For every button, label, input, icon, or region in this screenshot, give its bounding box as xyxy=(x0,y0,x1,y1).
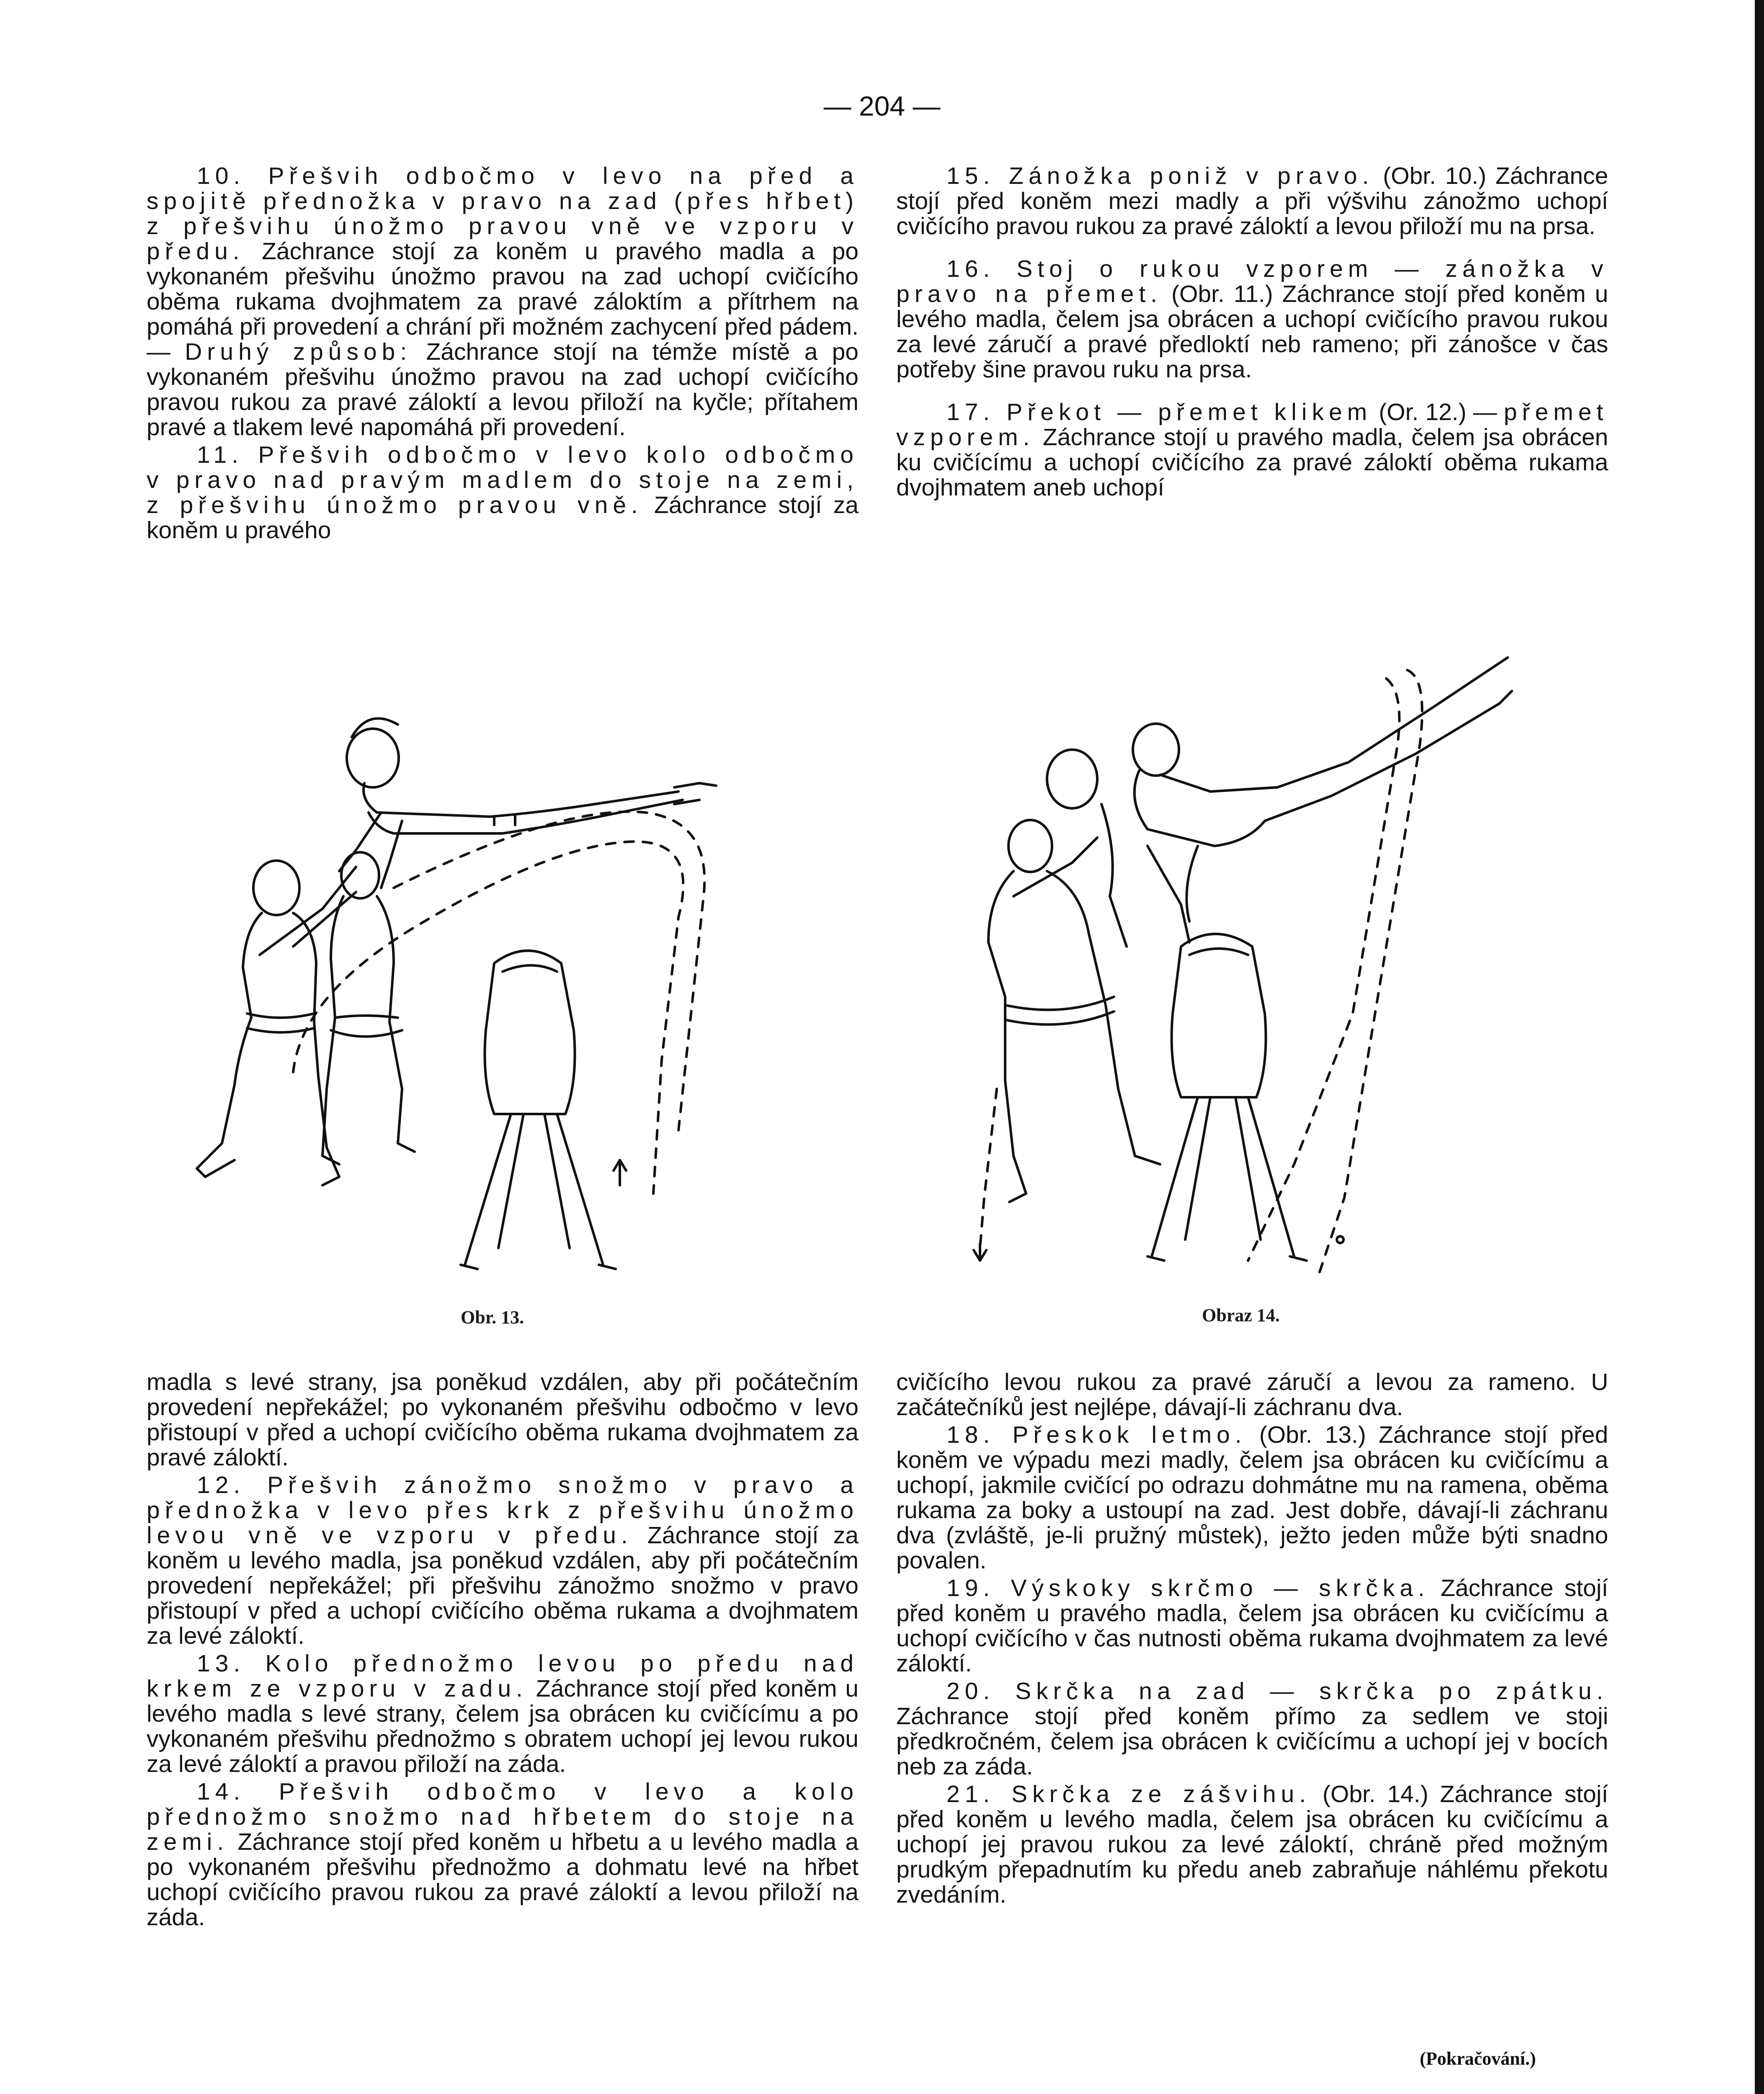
paragraph-16-lead: 16. Stoj o rukou vzporem — zánožka v pravo na přemet. xyxy=(896,255,1608,307)
paragraph-18-body: (Obr. 13.) Záchrance stojí před koněm ve výpadu mezi madly, čelem jsa obrácen ku cvičícímu a uchopí, jakmile cvičící po odrazu dohmátne mu na ramena, oběma rukama za boky a ustoupí na zad. Jest dobře, dávají-li záchranu dva (zvláště, je-li pružný můstek), ježto jeden může býti snadno povalen. xyxy=(896,1421,1608,1574)
paragraph-18 xyxy=(896,1422,1608,1573)
paragraph-10-body2: Záchrance stojí na témže místě a po vykonaném přešvihu únožmo pravou na zad uchopí cvičícího pravou rukou za pravé záloktí a levou přiloží na kyčle; přítahem pravé a tlakem levé napomáhá při provedení. xyxy=(147,338,859,441)
paragraph-10 xyxy=(147,163,859,440)
paragraph-13-body: Záchrance stojí před koněm u levého madla s levé strany, čelem jsa obrácen ku cvičícímu a po vykonaném přešvihu přednožmo s obratem uchopí jej levou rukou za levé záloktí a pravou přiloží na záda. xyxy=(147,1675,859,1777)
paragraph-17-body: Záchrance stojí u pravého madla, čelem jsa obrácen ku cvičícímu a uchopí cvičícího za pravé záloktí oběma rukama dvojhmatem aneb uchopí xyxy=(896,424,1608,501)
figure-14-illustration xyxy=(963,628,1571,1298)
paragraph-17-mid: (Or. 12.) — xyxy=(1372,399,1504,426)
figure-14-caption: Obraz 14. xyxy=(1202,1305,1280,1326)
paragraph-10-lead: 10. Přešvih odbočmo v levo na před a spojitě přednožka v pravo na zad (přes hřbet) z přešvihu únožmo pravou vně ve vzporu v předu. xyxy=(147,162,859,265)
paragraph-15-body: (Obr. 10.) Záchrance stojí před koněm mezi madly a při výšvihu zánožmo uchopí cvičícího pravou rukou za pravé záloktí a levou přiloží mu na prsa. xyxy=(896,162,1608,240)
paragraph-12-body: Záchrance stojí za koněm u levého madla, jsa poněkud vzdálen, aby při počátečním provedení nepřekážel; při přešvihu zánožmo snožmo v pravo přistoupí v před a uchopí cvičícího oběma rukama a dvojhmatem za levé záloktí. xyxy=(147,1522,859,1649)
bottom-left-column xyxy=(147,1369,859,1930)
paragraph-13 xyxy=(147,1651,859,1777)
paragraph-16-body: (Obr. 11.) Záchrance stojí před koněm u levého madla, čelem jsa obrácen a uchopí cvičícího pravou rukou za levé záručí a pravé předloktí neb rameno; při zánošce v čas potřeby šine pravou ruku na prsa. xyxy=(896,281,1608,383)
paragraph-18-lead: 18. Přeskok letmo. xyxy=(946,1421,1247,1448)
paragraph-11-lead: 11. Přešvih odbočmo v levo kolo odbočmo v pravo nad pravým madlem do stoje na zemi, z přešvihu únožmo pravou vně. xyxy=(147,441,859,518)
paragraph-21-lead: 21. Skrčka ze zášvihu. xyxy=(946,1781,1311,1808)
paragraph-16 xyxy=(896,256,1608,382)
paragraph-14 xyxy=(147,1779,859,1930)
paragraph-15-lead: 15. Zánožka poniž v pravo. xyxy=(946,162,1374,189)
paragraph-14-body: Záchrance stojí před koněm u hřbetu a u levého madla a po vykonaném přešvihu přednožmo a dohmatu levé na hřbet uchopí cvičícího pravou rukou za pravé záloktí a levou přiloží na záda. xyxy=(147,1828,859,1931)
paragraph-11 xyxy=(147,442,859,543)
bottom-right-column xyxy=(896,1369,1608,1907)
paragraph-17-lead: 17. Překot — přemet klikem xyxy=(946,399,1372,426)
paragraph-20-body: Záchrance stojí před koněm přímo za sedlem ve stoji předkročném, čelem jsa obrácen k cvičícímu a uchopí jej v bocích neb za záda. xyxy=(896,1703,1608,1780)
paragraph-11-body: Záchrance stojí za koněm u pravého xyxy=(147,492,859,544)
top-left-column xyxy=(147,163,859,543)
paragraph-19-body: Záchrance stojí před koněm u pravého madla, čelem jsa obrácen ku cvičícímu a uchopí cvičícího v čas nutnosti oběma rukama dvojhmatem za levé záloktí. xyxy=(896,1575,1608,1677)
paragraph-17-continued: cvičícího levou rukou za pravé záručí a levou za rameno. U začátečníků jest nejlépe, dávají-li záchranu dva. xyxy=(896,1369,1608,1421)
paragraph-19 xyxy=(896,1576,1608,1676)
paragraph-17-lead2: přemet vzporem. xyxy=(896,399,1609,451)
paragraph-11-continued: madla s levé strany, jsa poněkud vzdálen, aby při počátečním provedení nepřekážel; po vykonaném přešvihu odbočmo v levo přistoupí v před a uchopí cvičícího oběma rukama dvojhmatem za pravé záloktí. xyxy=(147,1369,859,1471)
paragraph-21 xyxy=(896,1782,1608,1907)
continued-note: (Pokračování.) xyxy=(1420,2048,1536,2069)
paragraph-10-lead2: Druhý způsob: xyxy=(185,338,412,365)
paragraph-15 xyxy=(896,163,1608,239)
scan-border-right xyxy=(1755,0,1764,2094)
paragraph-12-lead: 12. Přešvih zánožmo snožmo v pravo a přednožka v levo přes krk z přešvihu únožmo levou vně ve vzporu v předu. xyxy=(147,1472,859,1549)
figure-13-illustration xyxy=(168,653,838,1302)
page-number: — 204 — xyxy=(823,90,941,121)
figure-13-caption: Obr. 13. xyxy=(461,1307,524,1328)
paragraph-20 xyxy=(896,1679,1608,1779)
top-right-column xyxy=(896,163,1608,500)
paragraph-21-body: (Obr. 14.) Záchrance stojí před koněm u levého madla, čelem jsa obrácen ku cvičícímu a uchopí jej pravou rukou za levé záloktí, chráně před možným prudkým přepadnutím ku předu aneb zabraňuje náhlému překotu zvedáním. xyxy=(896,1781,1608,1908)
paragraph-12 xyxy=(147,1473,859,1648)
paragraph-17 xyxy=(896,400,1608,500)
paragraph-13-lead: 13. Kolo přednožmo levou po předu nad krkem ze vzporu v zadu. xyxy=(147,1650,859,1702)
paragraph-19-lead: 19. Výskoky skrčmo — skrčka. xyxy=(946,1575,1430,1601)
paragraph-10-body: Záchrance stojí za koněm u pravého madla a po vykonaném přešvihu únožmo pravou na zad uchopí cvičícího oběma rukama dvojhmatem za pravé záloktím a přítrhem na pomáhá při provedení a chrání při možném zachycení před pádem. — xyxy=(147,238,859,365)
paragraph-14-lead: 14. Přešvih odbočmo v levo a kolo přednožmo snožmo nad hřbetem do stoje na zemi. xyxy=(147,1778,859,1855)
paragraph-20-lead: 20. Skrčka na zad — skrčka po zpátku. xyxy=(946,1678,1608,1705)
